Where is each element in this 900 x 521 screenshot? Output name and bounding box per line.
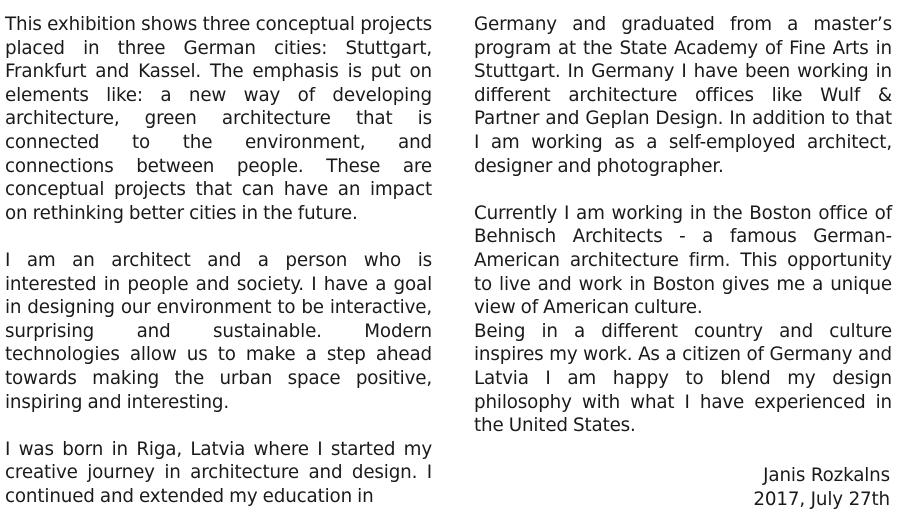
right-text-column <box>474 13 892 438</box>
biography-paragraph-continued: Germany and graduated from a master’s program at the State Academy of Fine Arts in Stuttgart. In Germany I have been working in different architecture offices like Wulf & Partner and Geplan Design. In addition to that I am working as a self-employed architect, designer and photographer. <box>474 14 892 177</box>
author-name: Janis Rozkalns <box>763 465 890 486</box>
culture-paragraph: Being in a different country and culture inspires my work. As a citizen of Germany and Latvia I am happy to blend my design philosophy with what I have experienced in the United States. <box>474 320 892 437</box>
signature-block <box>753 464 890 511</box>
about-architect-paragraph: I am an architect and a person who is interested in people and society. I have a goal in designing our environment to be interactive, surprising and sustainable. Modern technologies allow us to make a step ahead towards making the urban space positive, inspiring and interesting. <box>5 249 432 413</box>
left-text-column <box>5 13 432 508</box>
biography-paragraph-start: I was born in Riga, Latvia where I started my creative journey in architecture and design. I continued and extended my education in <box>5 438 432 507</box>
intro-paragraph: This exhibition shows three conceptual projects placed in three German cities: Stuttgart, Frankfurt and Kassel. The emphasis is put on elements like: a new way of developing architecture, green architecture that is connected to the environment, and connections between people. These are conceptual projects that can have an impact on rethinking better cities in the future. <box>5 14 432 224</box>
boston-paragraph: Currently I am working in the Boston office of Behnisch Architects - a famous German-American architecture firm. This opportunity to live and work in Boston gives me a unique view of American culture. <box>474 202 892 319</box>
signature-date: 2017, July 27th <box>753 488 890 510</box>
